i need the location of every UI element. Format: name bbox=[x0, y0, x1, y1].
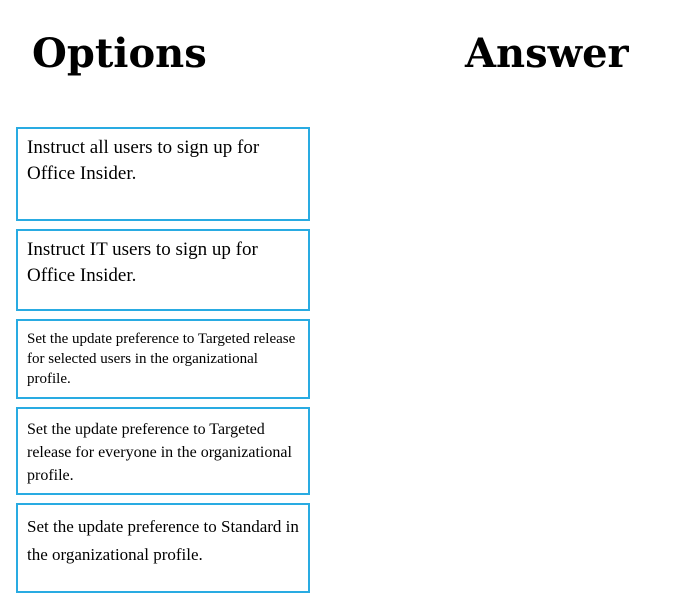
option-item[interactable]: Set the update preference to Targeted release for selected users in the organizational profile. bbox=[16, 319, 310, 399]
column-headings bbox=[0, 22, 698, 92]
options-list bbox=[16, 127, 310, 601]
option-item[interactable]: Instruct all users to sign up for Office Insider. bbox=[16, 127, 310, 221]
option-item[interactable]: Instruct IT users to sign up for Office Insider. bbox=[16, 229, 310, 311]
answer-drop-area[interactable] bbox=[330, 127, 680, 597]
option-item[interactable]: Set the update preference to Standard in the organizational profile. bbox=[16, 503, 310, 593]
answer-column-heading: Answer bbox=[465, 30, 629, 77]
option-item[interactable]: Set the update preference to Targeted release for everyone in the organizational profile. bbox=[16, 407, 310, 495]
options-column-heading: Options bbox=[32, 30, 207, 77]
